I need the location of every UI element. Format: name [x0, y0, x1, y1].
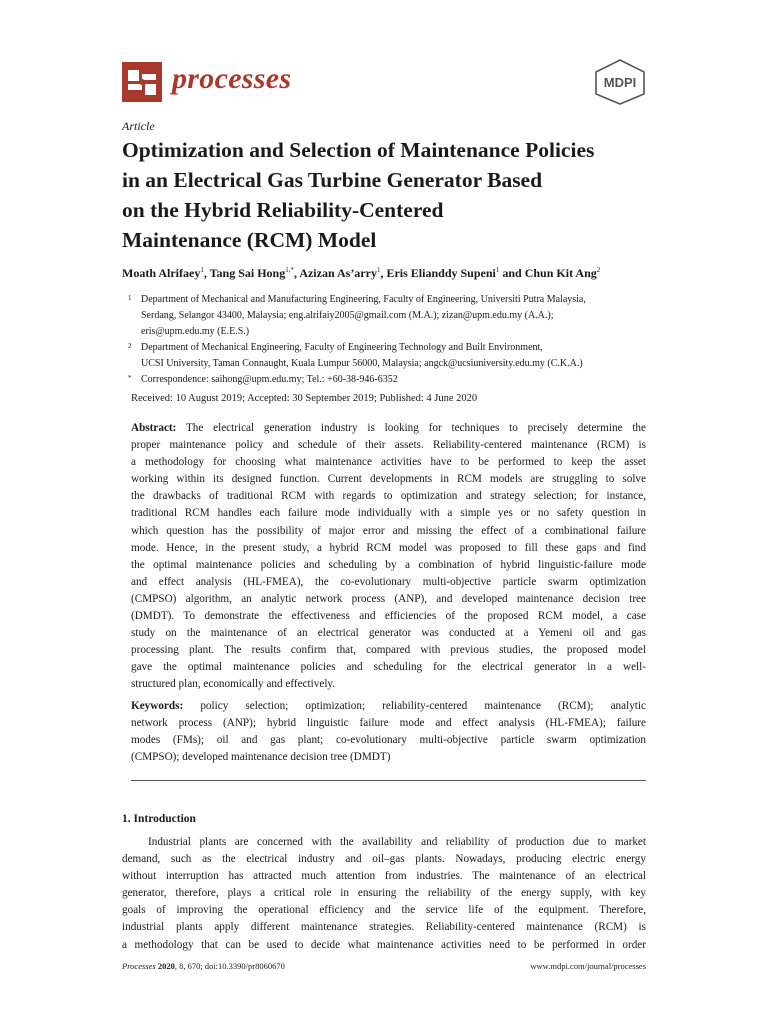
author-name[interactable]: Tang Sai Hong — [209, 266, 286, 280]
title-line: on the Hybrid Reliability-Centered — [122, 198, 444, 222]
keywords-line: (CMPSO); developed maintenance decision tree (DMDT) — [131, 751, 391, 764]
logo-block-2 — [142, 74, 156, 80]
section-divider — [131, 780, 646, 781]
journal-url-link[interactable]: www.mdpi.com/journal/processes — [530, 961, 646, 971]
author-affil-mark: 1 — [200, 266, 204, 274]
abstract-line: the optimal maintenance policies and scheduling by a combination of hybrid linguistic-failure mode — [131, 558, 646, 571]
author-affil-mark: 2 — [596, 266, 601, 274]
keywords — [131, 698, 646, 766]
citation-info — [122, 961, 285, 971]
body-line: goals of improving the operational efficiency and the service life of the equipment. Therefore, — [122, 904, 646, 917]
section-heading: 1. Introduction — [122, 813, 196, 825]
keywords-label: Keywords: — [131, 700, 184, 712]
abstract-line: proper maintenance policy and schedule of their assets. Reliability-centered maintenance (RCM) is — [131, 439, 646, 452]
abstract-line: the drawbacks of traditional RCM with regards to optimization and strategy selection; for instance, — [131, 490, 646, 503]
footer-doi: , 8, 670; doi:10.3390/pr8060670 — [174, 961, 285, 971]
logo-dot — [139, 79, 145, 85]
logo-block-3 — [128, 84, 142, 90]
abstract-line: (CMPSO) algorithm, an analytic network process (ANP), and developed maintenance decision tree — [131, 592, 646, 605]
affiliation-item — [128, 292, 648, 340]
abstract-line: (DMDT). To demonstrate the effectiveness and efficiencies of the proposed RCM model, a case — [131, 610, 646, 623]
abstract — [131, 420, 646, 694]
body-line: a methodology that can be used to decide what maintenance activities need to be performed in order — [122, 938, 646, 951]
body-line: demand, such as the electrical industry and oil–gas plants. Nowadays, producing electric energy — [122, 853, 646, 866]
affiliation-line: Department of Mechanical Engineering, Faculty of Engineering Technology and Built Environment, — [141, 342, 543, 353]
body-line: Industrial plants are concerned with the availability and reliability of production due to market — [148, 836, 646, 848]
paper-title — [122, 135, 642, 255]
author-name[interactable]: Eris Elianddy Supeni — [386, 266, 496, 280]
abstract-line: structured plan, economically and effectively. — [131, 678, 336, 691]
footer-journal: Processes — [122, 961, 156, 971]
body-line: generator, therefore, plays a critical role in ensuring the reliability of the energy supply, with key — [122, 887, 646, 900]
abstract-line — [131, 420, 646, 437]
article-type: Article — [122, 119, 155, 133]
introduction-body — [122, 834, 646, 954]
author-affil-mark: 1 — [376, 266, 381, 274]
affiliation-line: Serdang, Selangor 43400, Malaysia; eng.alrifaiy2005@gmail.com (M.A.); zizan@upm.edu.my (A.A.); — [141, 310, 554, 321]
author-separator: , — [203, 266, 210, 280]
affiliation-item — [128, 340, 648, 372]
affiliation-line: eris@upm.edu.my (E.E.S.) — [141, 326, 250, 337]
journal-header — [122, 58, 648, 106]
affiliation-mark: 2 — [128, 342, 132, 350]
correspondence-item — [128, 372, 648, 388]
keywords-line: network process (ANP); hybrid linguistic failure mode and effect analysis (HL-FMEA); failure — [131, 717, 646, 730]
body-line: industrial plants apply different maintenance strategies. Reliability-centered maintenance (RCM) is — [122, 921, 646, 934]
author-separator: , — [293, 266, 300, 280]
affiliation-mark: 1 — [128, 294, 132, 302]
journal-name: processes — [172, 62, 292, 95]
author-separator: , — [380, 266, 387, 280]
abstract-line: and effect analysis (HL-FMEA), the co-evolutionary multi-objective particle swarm optimization — [131, 575, 646, 588]
mdpi-text: MDPI — [603, 75, 637, 90]
author-list — [122, 266, 648, 281]
author-affil-mark: 1 — [495, 266, 500, 274]
author-name[interactable]: Moath Alrifaey — [122, 266, 201, 280]
mdpi-logo-icon — [592, 58, 648, 106]
affiliations — [128, 292, 648, 388]
keywords-line — [131, 698, 646, 715]
abstract-line: processing plant. The results confirm that, compared with previous studies, the proposed model — [131, 644, 646, 657]
title-line: in an Electrical Gas Turbine Generator Based — [122, 168, 543, 192]
keywords-line: modes (FMs); oil and gas plant; co-evolutionary multi-objective particle swarm optimization — [131, 734, 646, 747]
title-line: Optimization and Selection of Maintenance Policies — [122, 138, 595, 162]
author-affil-mark: 1,* — [285, 266, 294, 274]
abstract-line: working within its designed function. Current developments in RCM models are struggling to solve — [131, 473, 646, 486]
affiliation-line: Department of Mechanical and Manufacturing Engineering, Faculty of Engineering, Universiti Putra Malaysia, — [141, 294, 586, 305]
abstract-label: Abstract: — [131, 422, 177, 434]
abstract-line: gave the optimal maintenance policies and scheduling for the electrical generator in a well- — [131, 661, 646, 674]
journal-logo-icon — [122, 62, 162, 102]
abstract-first-line: The electrical generation industry is looking for techniques to precisely determine the — [176, 422, 646, 434]
author-name[interactable]: Chun Kit Ang — [524, 266, 597, 280]
abstract-line: a methodology for choosing what maintenance activities have to be performed to keep the asset — [131, 456, 646, 469]
correspondence-line: Correspondence: saihong@upm.edu.my; Tel.: +60-38-946-6352 — [141, 374, 398, 385]
affiliation-line: UCSI University, Taman Connaught, Kuala Lumpur 56000, Malaysia; angck@ucsiuniversity.edu.my (C.K.A.) — [141, 358, 583, 369]
logo-block-1 — [128, 70, 139, 81]
correspondence-mark: * — [128, 374, 132, 382]
abstract-line: study on the maintenance of an electrical generator was conducted at a Yemeni oil and gas — [131, 627, 646, 640]
abstract-line: traditional RCM handles each failure mode individually with a simple yes or no safety question in — [131, 507, 646, 520]
author-name[interactable]: Azizan As’arry — [299, 266, 377, 280]
keywords-first-line: policy selection; optimization; reliability-centered maintenance (RCM); analytic — [183, 700, 646, 712]
abstract-line: mode. Hence, in the present study, a hybrid RCM model was proposed to fill these gaps and find — [131, 541, 646, 554]
abstract-line: which question has the possibility of major error and missing the effect of a combinational failure — [131, 524, 646, 537]
footer-year: 2020 — [157, 961, 175, 971]
logo-block-4 — [145, 84, 156, 95]
body-line: without interruption has attracted much attention from industries. The maintenance of an electrical — [122, 870, 646, 883]
publication-dates: Received: 10 August 2019; Accepted: 30 September 2019; Published: 4 June 2020 — [131, 393, 478, 404]
author-separator: and — [499, 266, 525, 280]
title-line: Maintenance (RCM) Model — [122, 228, 377, 252]
